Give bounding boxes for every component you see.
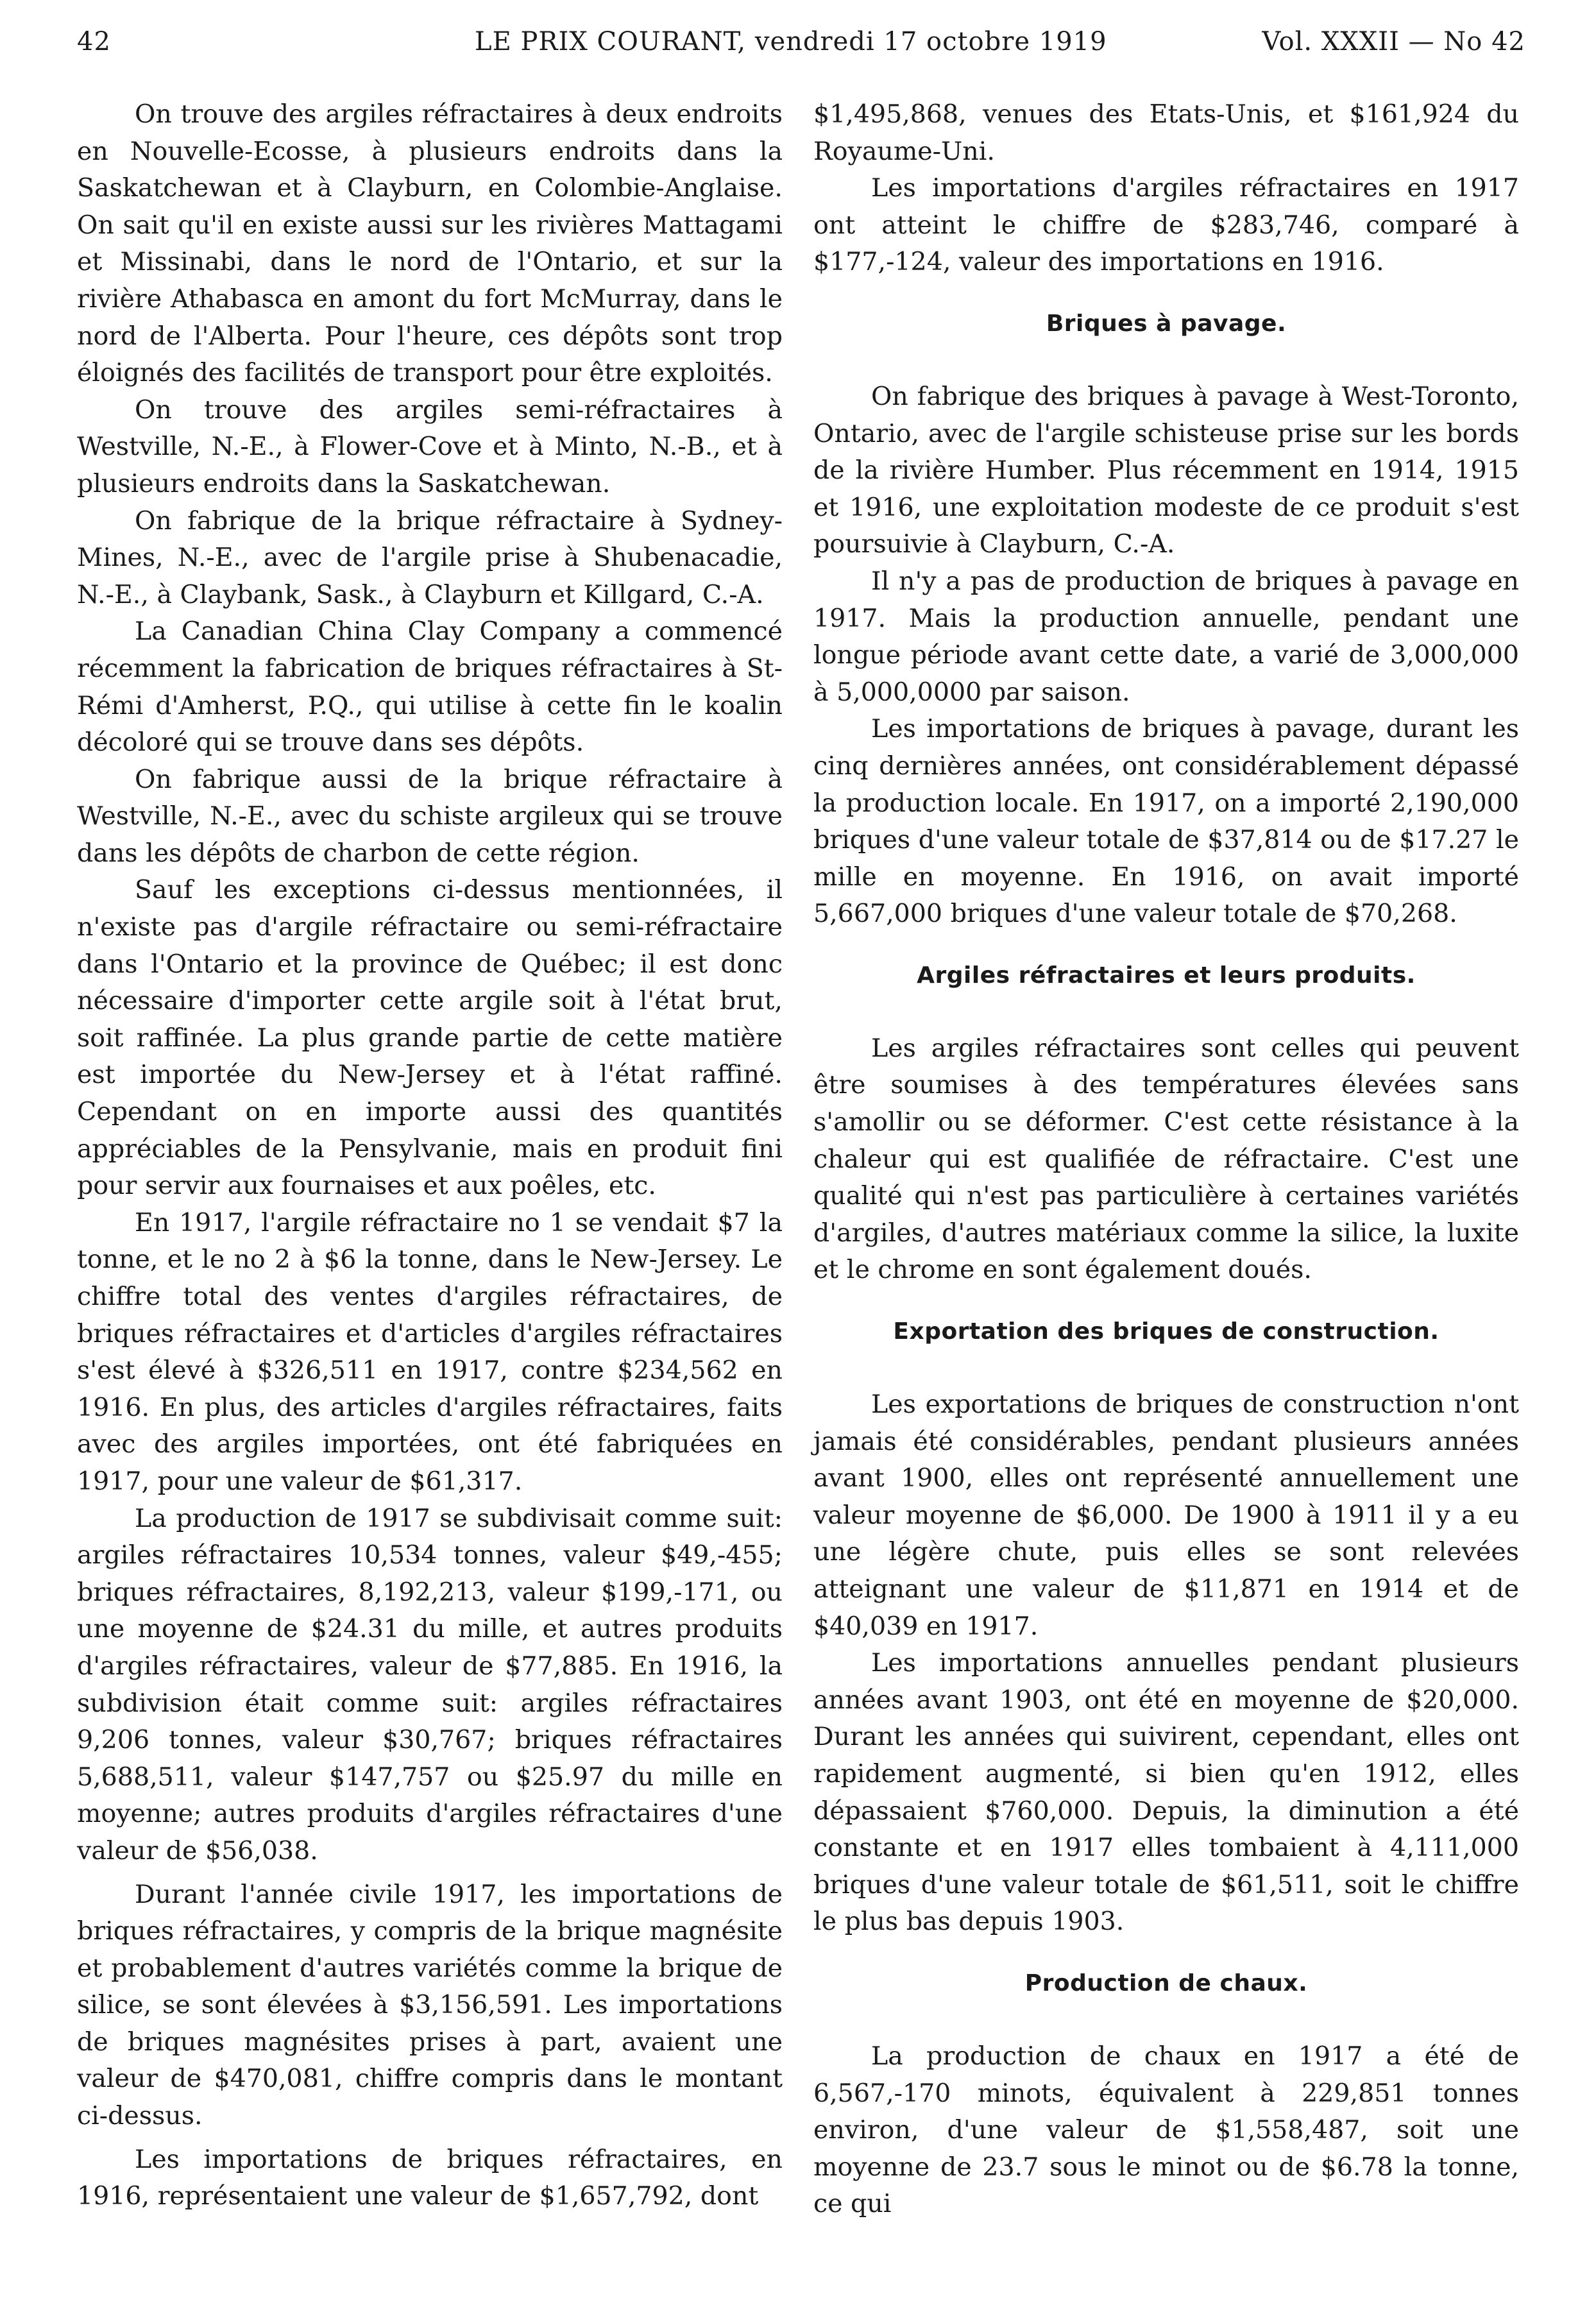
paragraph: Durant l'année civile 1917, les importations de briques réfractaires, y compris de la brique magnésite et probablement d'autres variétés comme la brique de silice, se sont élevées à $3,156,591. Les importations de briques magnésites prises à part, avaient une valeur de $470,081, chiffre compris dans le montant ci-dessus.	[77, 1879, 783, 2131]
paragraph: $1,495,868, venues des Etats-Unis, et $161,924 du Royaume-Uni.	[813, 99, 1519, 166]
paragraph: La Canadian China Clay Company a commencé récemment la fabrication de briques réfractaires à St-Rémi d'Amherst, P.Q., qui utilise à cette fin le koalin décoloré qui se trouve dans ses dépôts.	[77, 617, 783, 758]
paragraph: On trouve des argiles réfractaires à deux endroits en Nouvelle-Ecosse, à plusieurs endroits dans la Saskatchewan et à Clayburn, en Colombie-Anglaise. On sait qu'il en existe aussi sur les rivières Mattagami et Missinabi, dans le nord de l'Ontario, et sur la rivière Athabasca en amont du fort McMurray, dans le nord de l'Alberta. Pour l'heure, ces dépôts sont trop éloignés des facilités de transport pour être exploités.	[77, 99, 783, 388]
paragraph: Les argiles réfractaires sont celles qui peuvent être soumises à des températures élevées sans s'amollir ou se déformer. C'est cette résistance à la chaleur qui est qualifiée de réfractaire. C'est une qualité qui n'est pas particulière à certaines variétés d'argiles, d'autres matériaux comme la silice, la luxite et le chrome en sont également doués.	[813, 1033, 1519, 1285]
section-heading-briques-pavage: Briques à pavage.	[1046, 310, 1287, 337]
paragraph: Les importations de briques à pavage, durant les cinq dernières années, ont considérablement dépassé la production locale. En 1917, on a importé 2,190,000 briques d'une valeur totale de $37,814 ou de $17.27 le mille en moyenne. En 1916, on avait importé 5,667,000 briques d'une valeur totale de $70,268.	[813, 714, 1519, 929]
paragraph: On fabrique aussi de la brique réfractaire à Westville, N.-E., avec du schiste argileux qui se trouve dans les dépôts de charbon de cette région.	[77, 764, 783, 868]
right-column	[813, 96, 1519, 2223]
paragraph: Les exportations de briques de construction n'ont jamais été considérables, pendant plusieurs années avant 1900, elles ont représenté annuellement une valeur moyenne de $6,000. De 1900 à 1911 il y a eu une légère chute, puis elles se sont relevées atteignant une valeur de $11,871 en 1914 et de $40,039 en 1917.	[813, 1390, 1519, 1641]
paragraph: Sauf les exceptions ci-dessus mentionnées, il n'existe pas d'argile réfractaire ou semi-réfractaire dans l'Ontario et la province de Québec; il est donc nécessaire d'importer cette argile soit à l'état brut, soit raffinée. La plus grande partie de cette matière est importée du New-Jersey et à l'état raffiné. Cependant on en importe aussi des quantités appréciables de la Pensylvanie, mais en produit fini pour servir aux fournaises et aux poêles, etc.	[77, 875, 783, 1201]
paragraph: On trouve des argiles semi-réfractaires à Westville, N.-E., à Flower-Cove et à Minto, N.-B., et à plusieurs endroits dans la Saskatchewan.	[77, 395, 783, 498]
paragraph: Les importations de briques réfractaires, en 1916, représentaient une valeur de $1,657,792, dont	[77, 2144, 783, 2211]
paragraph: Les importations annuelles pendant plusieurs années avant 1903, ont été en moyenne de $20,000. Durant les années qui suivirent, cependant, elles ont rapidement augmenté, si bien qu'en 1912, elles dépassaient $760,000. Depuis, la diminution a été constante et en 1917 elles tombaient à 4,111,000 briques d'une valeur totale de $61,511, soit le chiffre le plus bas depuis 1903.	[813, 1648, 1519, 1937]
paragraph: La production de chaux en 1917 a été de 6,567,-170 minots, équivalent à 229,851 tonnes environ, d'une valeur de $1,558,487, soit une moyenne de 23.7 sous le minot ou de $6.78 la tonne, ce qui	[813, 2041, 1519, 2219]
paragraph: On fabrique des briques à pavage à West-Toronto, Ontario, avec de l'argile schisteuse prise sur les bords de la rivière Humber. Plus récemment en 1914, 1915 et 1916, une exploitation modeste de ce produit s'est poursuivie à Clayburn, C.-A.	[813, 381, 1519, 559]
page-header	[77, 27, 1525, 72]
paragraph: En 1917, l'argile réfractaire no 1 se vendait $7 la tonne, et le no 2 à $6 la tonne, dans le New-Jersey. Le chiffre total des ventes d'argiles réfractaires, de briques réfractaires et d'articles d'argiles réfractaires s'est élevé à $326,511 en 1917, contre $234,562 en 1916. En plus, des articles d'argiles réfractaires, faits avec des argiles importées, ont été fabriquées en 1917, pour une valeur de $61,317.	[77, 1207, 783, 1496]
page-number: 42	[77, 27, 111, 56]
section-heading-exportation: Exportation des briques de construction.	[893, 1318, 1439, 1345]
volume-number: Vol. XXXII — No 42	[1262, 27, 1525, 56]
paragraph: La production de 1917 se subdivisait comme suit: argiles réfractaires 10,534 tonnes, valeur $49,-455; briques réfractaires, 8,192,213, valeur $199,-171, ou une moyenne de $24.31 du mille, et autres produits d'argiles réfractaires, valeur de $77,885. En 1916, la subdivision était comme suit: argiles réfractaires 9,206 tonnes, valeur $30,767; briques réfractaires 5,688,511, valeur $147,757 ou $25.97 du mille en moyenne; autres produits d'argiles réfractaires d'une valeur de $56,038.	[77, 1503, 783, 1866]
paragraph: Il n'y a pas de production de briques à pavage en 1917. Mais la production annuelle, pendant une longue période avant cette date, a varié de 3,000,000 à 5,000,0000 par saison.	[813, 566, 1519, 707]
running-title: LE PRIX COURANT, vendredi 17 octobre 1919	[475, 27, 1107, 56]
section-heading-chaux: Production de chaux.	[1024, 1970, 1308, 1996]
left-column	[77, 96, 783, 2215]
section-heading-argiles-refractaires: Argiles réfractaires et leurs produits.	[917, 962, 1416, 989]
paragraph: Les importations d'argiles réfractaires en 1917 ont atteint le chiffre de $283,746, comparé à $177,-124, valeur des importations en 1916.	[813, 173, 1519, 277]
paragraph: On fabrique de la brique réfractaire à Sydney-Mines, N.-E., avec de l'argile prise à Shubenacadie, N.-E., à Claybank, Sask., à Clayburn et Killgard, C.-A.	[77, 506, 783, 609]
